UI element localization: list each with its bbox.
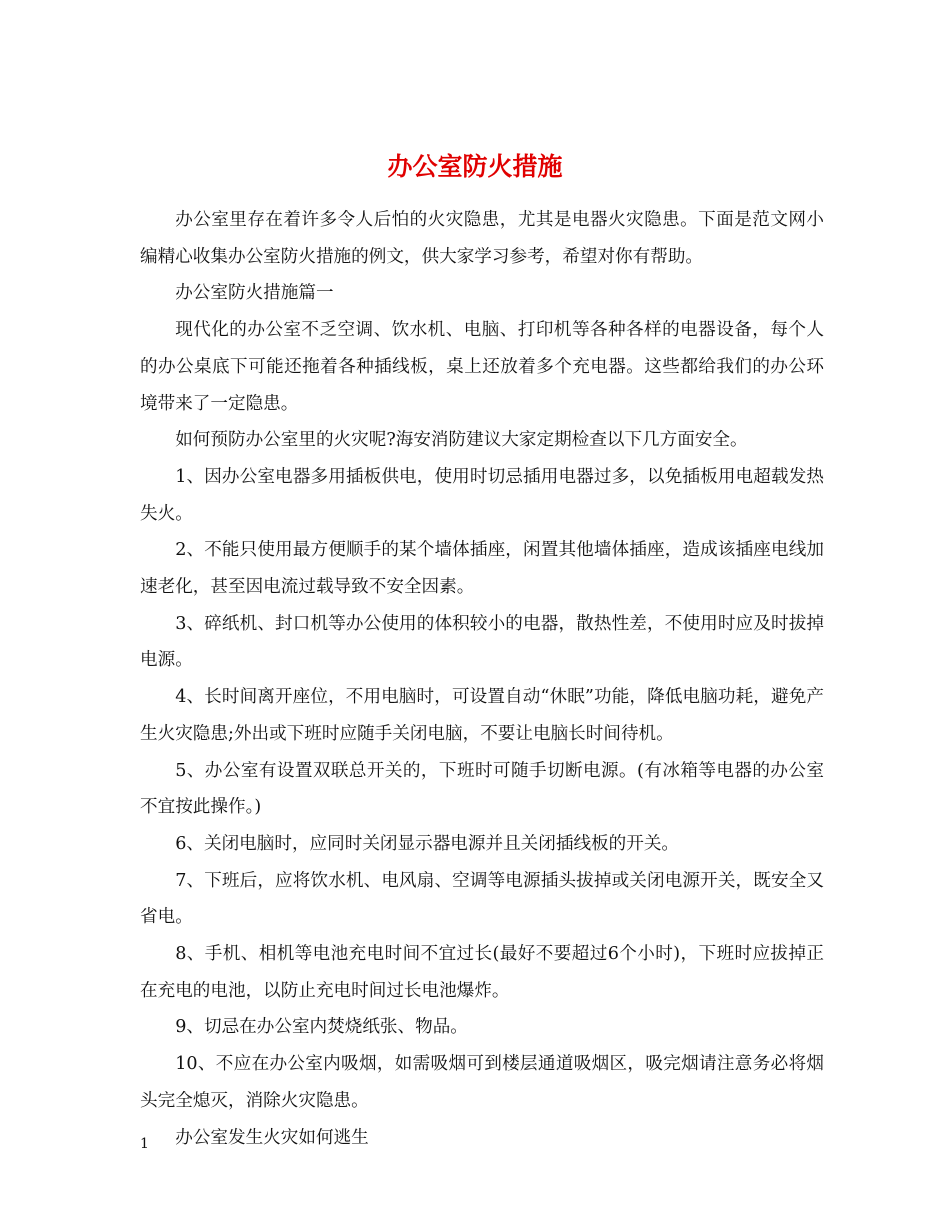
list-item: 6、关闭电脑时，应同时关闭显示器电源并且关闭插线板的开关。 <box>175 833 680 854</box>
paragraph-intro: 办公室里存在着许多令人后怕的火灾隐患，尤其是电器火灾隐患。下面是范文网小编精心收集办公室防火措施的例文，供大家学习参考，希望对你有帮助。 <box>140 210 824 267</box>
list-item: 1、因办公室电器多用插板供电，使用时切忌插用电器过多，以免插板用电超载发热失火。 <box>140 466 824 524</box>
list-item: 10、不应在办公室内吸烟，如需吸烟可到楼层通道吸烟区，吸完烟请注意务必将烟头完全熄灭，消除火灾隐患。 <box>140 1054 824 1111</box>
section-heading-1: 办公室防火措施篇一 <box>175 283 334 304</box>
list-item: 2、不能只使用最方便顺手的某个墙体插座，闲置其他墙体插座，造成该插座电线加速老化，甚至因电流过载导致不安全因素。 <box>140 540 824 598</box>
list-item: 5、办公室有设置双联总开关的，下班时可随手切断电源。(有冰箱等电器的办公室不宜按此操作。) <box>140 760 824 818</box>
list-item: 8、手机、相机等电池充电时间不宜过长(最好不要超过6个小时)，下班时应拔掉正在充电的电池，以防止充电时间过长电池爆炸。 <box>140 944 824 1001</box>
paragraph: 如何预防办公室里的火灾呢?海安消防建议大家定期检查以下几方面安全。 <box>175 430 748 451</box>
section-heading-2: 办公室发生火灾如何逃生 <box>175 1127 369 1148</box>
document-body <box>140 202 824 1156</box>
list-item: 9、切忌在办公室内焚烧纸张、物品。 <box>175 1017 468 1038</box>
list-item: 3、碎纸机、封口机等办公使用的体积较小的电器，散热性差，不使用时应及时拔掉电源。 <box>140 613 824 671</box>
page-title: 办公室防火措施 <box>387 151 563 181</box>
page-number: 1 <box>140 1136 149 1152</box>
list-item: 4、长时间离开座位，不用电脑时，可设置自动“休眠”功能，降低电脑功耗，避免产生火灾隐患;外出或下班时应随手关闭电脑，不要让电脑长时间待机。 <box>140 687 824 744</box>
list-item: 7、下班后，应将饮水机、电风扇、空调等电源插头拔掉或关闭电源开关，既安全又省电。 <box>140 870 824 928</box>
paragraph: 现代化的办公室不乏空调、饮水机、电脑、打印机等各种各样的电器设备，每个人的办公桌底下可能还拖着各种插线板，桌上还放着多个充电器。这些都给我们的办公环境带来了一定隐患。 <box>140 320 824 414</box>
